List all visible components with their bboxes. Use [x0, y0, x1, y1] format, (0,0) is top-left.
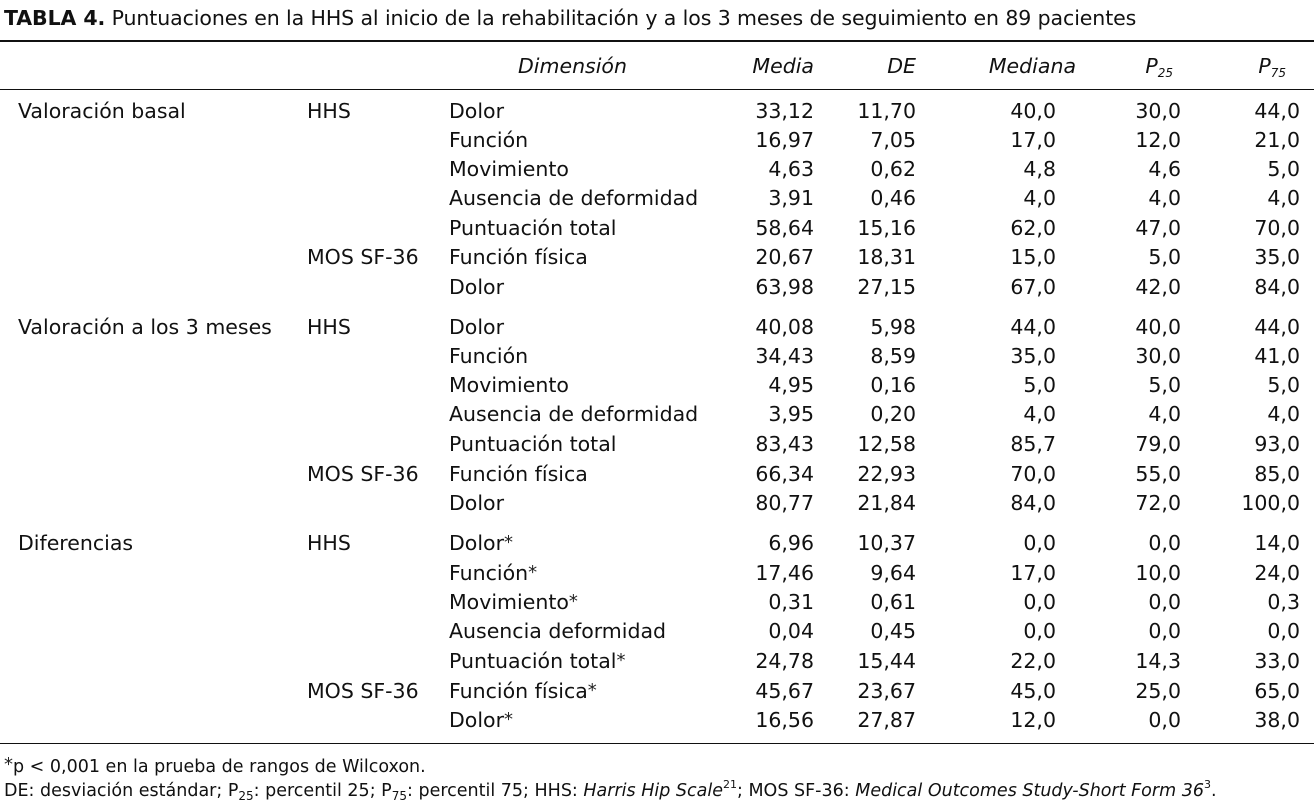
cell-p75: 35,0	[1254, 245, 1300, 269]
cell-mediana: 44,0	[1010, 315, 1056, 339]
bottom-rule	[0, 743, 1314, 744]
row-dimension	[449, 402, 698, 426]
row-dimension	[449, 561, 537, 585]
row-dimension	[449, 679, 597, 703]
cell-p25: 40,0	[1135, 315, 1181, 339]
row-scale-label: HHS	[307, 531, 351, 555]
dimension-text: Función física	[449, 245, 588, 269]
cell-mediana: 0,0	[1023, 590, 1056, 614]
cell-de: 10,37	[857, 531, 916, 555]
cell-mediana: 62,0	[1010, 216, 1056, 240]
cell-mediana: 17,0	[1010, 561, 1056, 585]
row-dimension	[449, 708, 513, 732]
cell-media: 34,43	[755, 344, 814, 368]
dimension-text: Función	[449, 128, 529, 152]
cell-p75: 38,0	[1254, 708, 1300, 732]
dimension-text: Ausencia de deformidad	[449, 402, 699, 426]
cell-p25: 30,0	[1135, 344, 1181, 368]
footnote-abbr-part: DE: desviación estándar; P	[4, 781, 239, 801]
dimension-text: Movimiento	[449, 590, 569, 614]
cell-p75: 5,0	[1267, 157, 1300, 181]
cell-p75: 0,0	[1267, 619, 1300, 643]
significance-asterisk: *	[587, 680, 597, 701]
cell-media: 4,95	[768, 373, 814, 397]
cell-p75: 84,0	[1254, 275, 1300, 299]
cell-mediana: 12,0	[1010, 708, 1056, 732]
row-scale-label: HHS	[307, 99, 351, 123]
cell-de: 27,15	[857, 275, 916, 299]
cell-de: 23,67	[857, 679, 916, 703]
cell-de: 18,31	[857, 245, 916, 269]
cell-p25: 47,0	[1135, 216, 1181, 240]
cell-mediana: 84,0	[1010, 491, 1056, 515]
cell-de: 12,58	[857, 432, 916, 456]
footnote-abbr-part: ; MOS SF-36:	[736, 781, 856, 801]
cell-de: 22,93	[857, 462, 916, 486]
cell-mediana: 45,0	[1010, 679, 1056, 703]
footnote-sub: 25	[238, 789, 254, 803]
cell-de: 0,20	[870, 402, 916, 426]
footnote-abbr-part: : percentil 75; HHS:	[407, 781, 584, 801]
cell-p75: 4,0	[1267, 402, 1300, 426]
header-mediana: Mediana	[988, 54, 1076, 78]
dimension-text: Ausencia deformidad	[449, 619, 667, 643]
cell-mediana: 0,0	[1023, 531, 1056, 555]
table-label: TABLA 4.	[4, 6, 106, 30]
cell-de: 15,44	[857, 649, 916, 673]
cell-media: 16,56	[755, 708, 814, 732]
dimension-text: Dolor	[449, 99, 504, 123]
cell-p75: 4,0	[1267, 186, 1300, 210]
cell-media: 0,04	[768, 619, 814, 643]
cell-media: 83,43	[755, 432, 814, 456]
cell-p75: 14,0	[1254, 531, 1300, 555]
cell-de: 0,45	[870, 619, 916, 643]
row-dimension	[449, 186, 698, 210]
row-scale-label: HHS	[307, 315, 351, 339]
footnote-abbr-part: .	[1210, 781, 1217, 801]
dimension-text: Dolor	[449, 708, 504, 732]
cell-media: 20,67	[755, 245, 814, 269]
cell-media: 16,97	[755, 128, 814, 152]
cell-media: 24,78	[755, 649, 814, 673]
cell-p25: 0,0	[1148, 708, 1181, 732]
cell-media: 40,08	[755, 315, 814, 339]
cell-mediana: 5,0	[1023, 373, 1056, 397]
header-p25	[1100, 54, 1173, 85]
dimension-text: Dolor	[449, 315, 504, 339]
row-dimension	[449, 531, 513, 555]
cell-de: 15,16	[857, 216, 916, 240]
dimension-text: Dolor	[449, 491, 504, 515]
cell-p25: 4,0	[1148, 402, 1181, 426]
cell-media: 3,91	[768, 186, 814, 210]
cell-de: 0,46	[870, 186, 916, 210]
row-dimension	[449, 619, 666, 643]
row-group-label: Valoración basal	[18, 99, 186, 123]
cell-media: 33,12	[755, 99, 814, 123]
header-rule	[0, 89, 1314, 90]
cell-p25: 4,6	[1148, 157, 1181, 181]
dimension-text: Función física	[449, 462, 588, 486]
cell-media: 58,64	[755, 216, 814, 240]
row-scale-label: MOS SF-36	[307, 245, 419, 269]
cell-de: 0,61	[870, 590, 916, 614]
cell-p25: 72,0	[1135, 491, 1181, 515]
cell-mediana: 70,0	[1010, 462, 1056, 486]
cell-p75: 85,0	[1254, 462, 1300, 486]
cell-media: 63,98	[755, 275, 814, 299]
cell-p75: 70,0	[1254, 216, 1300, 240]
cell-media: 6,96	[768, 531, 814, 555]
row-dimension	[449, 344, 528, 368]
cell-mediana: 67,0	[1010, 275, 1056, 299]
dimension-text: Dolor	[449, 275, 504, 299]
dimension-text: Ausencia de deformidad	[449, 186, 699, 210]
footnote-significance	[4, 754, 426, 777]
cell-p25: 5,0	[1148, 373, 1181, 397]
cell-mediana: 4,8	[1023, 157, 1056, 181]
row-dimension	[449, 649, 625, 673]
cell-p25: 14,3	[1135, 649, 1181, 673]
cell-de: 11,70	[857, 99, 916, 123]
cell-p75: 21,0	[1254, 128, 1300, 152]
significance-asterisk: *	[568, 591, 578, 612]
cell-de: 21,84	[857, 491, 916, 515]
row-dimension	[449, 275, 504, 299]
row-dimension	[449, 590, 578, 614]
dimension-text: Puntuación total	[449, 216, 617, 240]
cell-de: 8,59	[870, 344, 916, 368]
cell-p25: 79,0	[1135, 432, 1181, 456]
cell-p25: 25,0	[1135, 679, 1181, 703]
row-dimension	[449, 245, 588, 269]
footnote-mos-name: Medical Outcomes Study-Short Form 36	[855, 781, 1204, 801]
significance-asterisk: *	[616, 650, 626, 671]
significance-asterisk: *	[504, 532, 513, 553]
row-dimension	[449, 462, 588, 486]
cell-p25: 0,0	[1148, 590, 1181, 614]
cell-media: 80,77	[755, 491, 814, 515]
cell-mediana: 4,0	[1023, 186, 1056, 210]
footnote-asterisk: *	[4, 754, 13, 775]
significance-asterisk: *	[528, 562, 538, 583]
cell-p25: 0,0	[1148, 531, 1181, 555]
significance-asterisk: *	[504, 709, 513, 730]
cell-p25: 0,0	[1148, 619, 1181, 643]
footnote-reference: 21	[722, 778, 737, 791]
footnote-reference: 3	[1203, 778, 1211, 791]
cell-p25: 5,0	[1148, 245, 1181, 269]
header-media: Media	[752, 54, 814, 78]
dimension-text: Puntuación total	[449, 432, 617, 456]
cell-p25: 42,0	[1135, 275, 1181, 299]
cell-p75: 44,0	[1254, 99, 1300, 123]
dimension-text: Función	[449, 561, 529, 585]
cell-media: 4,63	[768, 157, 814, 181]
cell-p25: 4,0	[1148, 186, 1181, 210]
cell-mediana: 35,0	[1010, 344, 1056, 368]
cell-p75: 33,0	[1254, 649, 1300, 673]
dimension-text: Función física	[449, 679, 588, 703]
cell-de: 7,05	[870, 128, 916, 152]
footnote-sub: 75	[391, 789, 407, 803]
header-dimension: Dimensión	[518, 54, 627, 78]
cell-p75: 5,0	[1267, 373, 1300, 397]
header-de: DE	[887, 54, 916, 78]
footnote-hhs-name: Harris Hip Scale	[583, 781, 723, 801]
cell-media: 66,34	[755, 462, 814, 486]
cell-de: 27,87	[857, 708, 916, 732]
dimension-text: Función	[449, 344, 529, 368]
cell-p75: 0,3	[1267, 590, 1300, 614]
row-group-label: Diferencias	[18, 531, 134, 555]
cell-p25: 10,0	[1135, 561, 1181, 585]
dimension-text: Dolor	[449, 531, 504, 555]
cell-p75: 24,0	[1254, 561, 1300, 585]
cell-p75: 100,0	[1241, 491, 1300, 515]
cell-media: 45,67	[755, 679, 814, 703]
dimension-text: Puntuación total	[449, 649, 617, 673]
cell-media: 17,46	[755, 561, 814, 585]
footnote-abbr-part: : percentil 25; P	[253, 781, 392, 801]
cell-mediana: 0,0	[1023, 619, 1056, 643]
header-p25-letter: P	[1145, 54, 1158, 78]
cell-p75: 44,0	[1254, 315, 1300, 339]
footnote-abbreviations	[4, 778, 1217, 803]
cell-mediana: 85,7	[1010, 432, 1056, 456]
header-p75	[1200, 54, 1286, 85]
row-scale-label: MOS SF-36	[307, 679, 419, 703]
dimension-text: Movimiento	[449, 157, 569, 181]
footnote-text: p < 0,001 en la prueba de rangos de Wilcoxon.	[13, 757, 426, 777]
top-rule	[0, 40, 1314, 42]
cell-de: 9,64	[870, 561, 916, 585]
table-title	[4, 6, 1136, 30]
cell-mediana: 15,0	[1010, 245, 1056, 269]
cell-de: 5,98	[870, 315, 916, 339]
row-scale-label: MOS SF-36	[307, 462, 419, 486]
cell-de: 0,62	[870, 157, 916, 181]
cell-p25: 30,0	[1135, 99, 1181, 123]
row-dimension	[449, 432, 616, 456]
row-dimension	[449, 373, 569, 397]
header-p75-letter: P	[1258, 54, 1271, 78]
cell-mediana: 40,0	[1010, 99, 1056, 123]
row-dimension	[449, 157, 569, 181]
cell-mediana: 4,0	[1023, 402, 1056, 426]
cell-media: 0,31	[768, 590, 814, 614]
header-p75-subscript: 75	[1270, 66, 1286, 80]
row-dimension	[449, 491, 504, 515]
cell-mediana: 17,0	[1010, 128, 1056, 152]
cell-p75: 65,0	[1254, 679, 1300, 703]
table-caption: Puntuaciones en la HHS al inicio de la rehabilitación y a los 3 meses de seguimiento en 89 pacientes	[111, 6, 1137, 30]
cell-mediana: 22,0	[1010, 649, 1056, 673]
cell-p25: 55,0	[1135, 462, 1181, 486]
cell-p75: 41,0	[1254, 344, 1300, 368]
row-dimension	[449, 128, 528, 152]
row-group-label: Valoración a los 3 meses	[18, 315, 272, 339]
dimension-text: Movimiento	[449, 373, 569, 397]
cell-p25: 12,0	[1135, 128, 1181, 152]
cell-media: 3,95	[768, 402, 814, 426]
cell-p75: 93,0	[1254, 432, 1300, 456]
cell-de: 0,16	[870, 373, 916, 397]
row-dimension	[449, 315, 504, 339]
row-dimension	[449, 216, 616, 240]
header-p25-subscript: 25	[1157, 66, 1173, 80]
row-dimension	[449, 99, 504, 123]
